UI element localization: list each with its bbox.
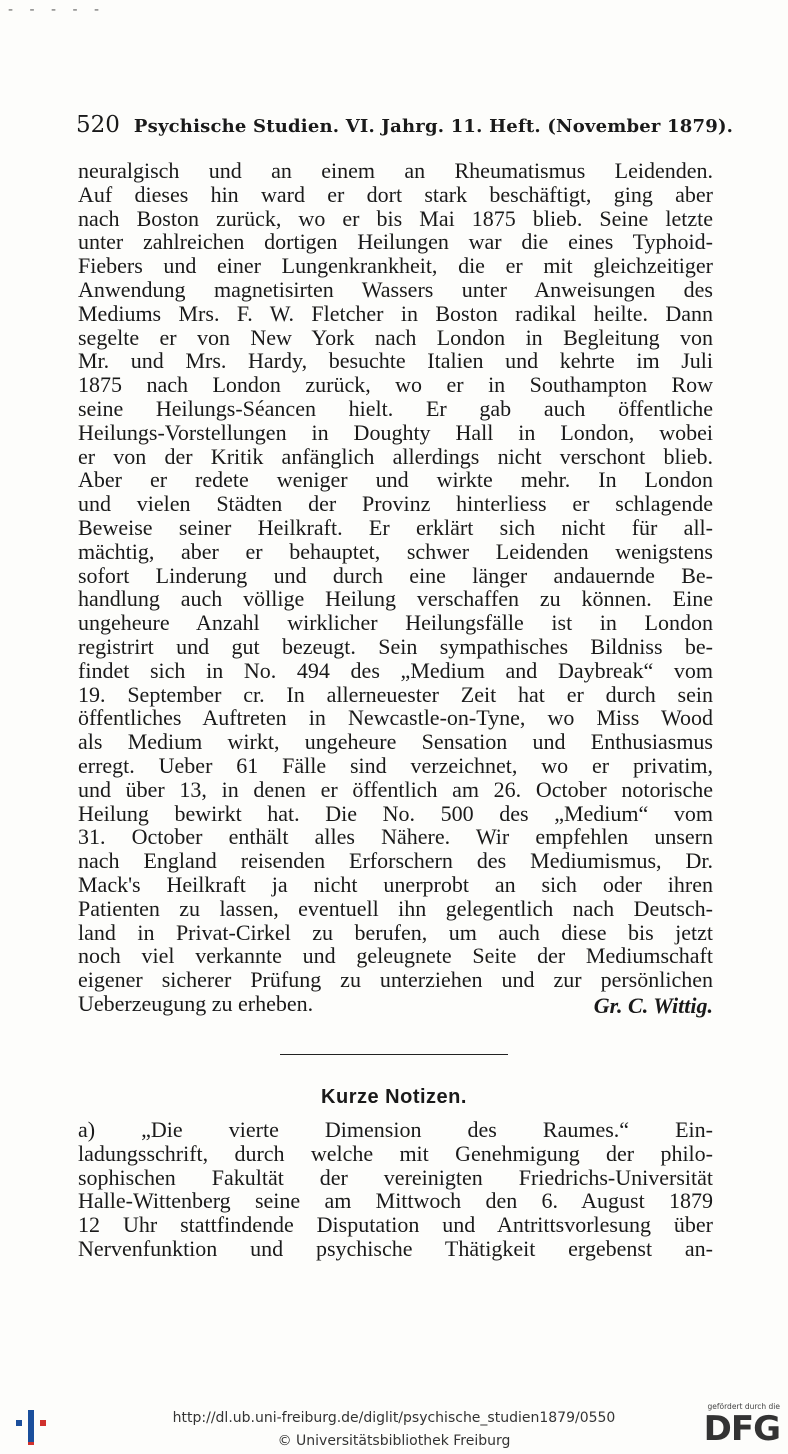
page-number: 520	[76, 112, 120, 138]
text-line: eigener sicherer Prüfung zu unterziehen und zur persönlichen	[78, 967, 713, 993]
text-line: und über 13, in denen er öffentlich am 26. October notorische	[78, 776, 713, 802]
text-line: seine Heilungs-Séancen hielt. Er gab auch öffentliche	[78, 395, 713, 421]
notes-body	[78, 1118, 713, 1261]
text-line: mächtig, aber er behauptet, schwer Leidenden wenigstens	[78, 538, 713, 564]
source-url[interactable]: http://dl.ub.uni-freiburg.de/diglit/psychische_studien1879/0550	[172, 1410, 616, 1426]
section-divider	[280, 1054, 508, 1055]
text-line: findet sich in No. 494 des „Medium and Daybreak“ vom	[78, 657, 713, 683]
section-title: Kurze Notizen.	[321, 1086, 467, 1108]
text-line: 1875 nach London zurück, wo er in Southampton Row	[78, 372, 713, 398]
text-line: Anwendung magnetisirten Wassers unter Anweisungen des	[78, 276, 713, 302]
text-line: a) „Die vierte Dimension des Raumes.“ Ein-	[78, 1117, 713, 1142]
text-line: Auf dieses hin ward er dort stark beschäftigt, ging aber	[78, 181, 713, 207]
text-line: nach England reisenden Erforschern des Mediumismus, Dr.	[78, 848, 713, 874]
text-line: Mediums Mrs. F. W. Fletcher in Boston radikal heilte. Dann	[78, 300, 713, 326]
text-line: handlung auch völlige Heilung verschaffen zu können. Eine	[78, 586, 713, 612]
text-line: Aber er redete weniger und wirkte mehr. In London	[78, 467, 713, 493]
text-line: 12 Uhr stattfindende Disputation und Antrittsvorlesung über	[78, 1212, 713, 1238]
text-line: er von der Kritik anfänglich allerdings nicht verschont blieb.	[78, 443, 713, 469]
text-line: öffentliches Auftreten in Newcastle-on-Tyne, wo Miss Wood	[78, 705, 713, 731]
text-line: 19. September cr. In allerneuester Zeit hat er durch sein	[78, 681, 713, 707]
copyright-notice: © Universitätsbibliothek Freiburg	[277, 1433, 511, 1449]
author-signature: Gr. C. Wittig.	[593, 992, 713, 1018]
dfg-sponsor	[694, 1402, 780, 1450]
text-line: sofort Linderung und durch eine länger andauernde Be-	[78, 562, 713, 588]
text-line: ungeheure Anzahl wirklicher Heilungsfälle ist in London	[78, 610, 713, 636]
text-line: land in Privat-Cirkel zu berufen, um auch diese bis jetzt	[78, 919, 713, 945]
scan-edge-marks: ‐ ‐ ‐ ‐ ‐	[8, 2, 106, 18]
text-line: sophischen Fakultät der vereinigten Friedrichs-Universität	[78, 1164, 713, 1190]
running-title: Psychische Studien. VI. Jahrg. 11. Heft. (November 1879).	[133, 116, 734, 137]
text-line: Heilung bewirkt hat. Die No. 500 des „Medium“ vom	[78, 800, 713, 826]
text-line: Nervenfunktion und psychische Thätigkeit ergebenst an-	[78, 1235, 713, 1261]
text-line: 31. October enthält alles Nähere. Wir empfehlen unsern	[78, 824, 713, 850]
page-header	[76, 112, 734, 142]
text-line: registrirt und gut bezeugt. Sein sympathisches Bildniss be-	[78, 633, 713, 659]
text-line: unter zahlreichen dortigen Heilungen war die eines Typhoid-	[78, 229, 713, 255]
text-line: Mr. und Mrs. Hardy, besuchte Italien und kehrte im Juli	[78, 348, 713, 374]
text-line: noch viel verkannte und geleugnete Seite der Mediumschaft	[78, 943, 713, 969]
text-line: Patienten zu lassen, eventuell ihn gelegentlich nach Deutsch-	[78, 895, 713, 921]
sponsor-note: gefördert durch die	[707, 1402, 780, 1411]
text-line: Heilungs-Vorstellungen in Doughty Hall in London, wobei	[78, 419, 713, 445]
text-line: nach Boston zurück, wo er bis Mai 1875 blieb. Seine letzte	[78, 205, 713, 231]
text-line: erregt. Ueber 61 Fälle sind verzeichnet, wo er privatim,	[78, 752, 713, 778]
text-line: und vielen Städten der Provinz hinterliess er schlagende	[78, 491, 713, 517]
text-line: als Medium wirkt, ungeheure Sensation und Enthusiasmus	[78, 729, 713, 755]
text-line: Mack's Heilkraft ja nicht unerprobt an sich oder ihren	[78, 871, 713, 897]
text-line: Beweise seiner Heilkraft. Er erklärt sich nicht für all-	[78, 514, 713, 540]
text-line: ladungsschrift, durch welche mit Genehmigung der philo-	[78, 1140, 713, 1166]
article-body	[78, 159, 713, 1018]
closing-line	[78, 992, 713, 1018]
text-line: segelte er von New York nach London in Begleitung von	[78, 324, 713, 350]
text-line: Ueberzeugung zu erheben.	[78, 990, 314, 1016]
text-line: Fiebers und einer Lungenkrankheit, die er mit gleichzeitiger	[78, 253, 713, 279]
text-line: Halle-Wittenberg seine am Mittwoch den 6. August 1879	[78, 1188, 713, 1214]
text-line: neuralgisch und an einem an Rheumatismus Leidenden.	[78, 158, 713, 183]
dfg-logo: DFG	[703, 1409, 780, 1449]
